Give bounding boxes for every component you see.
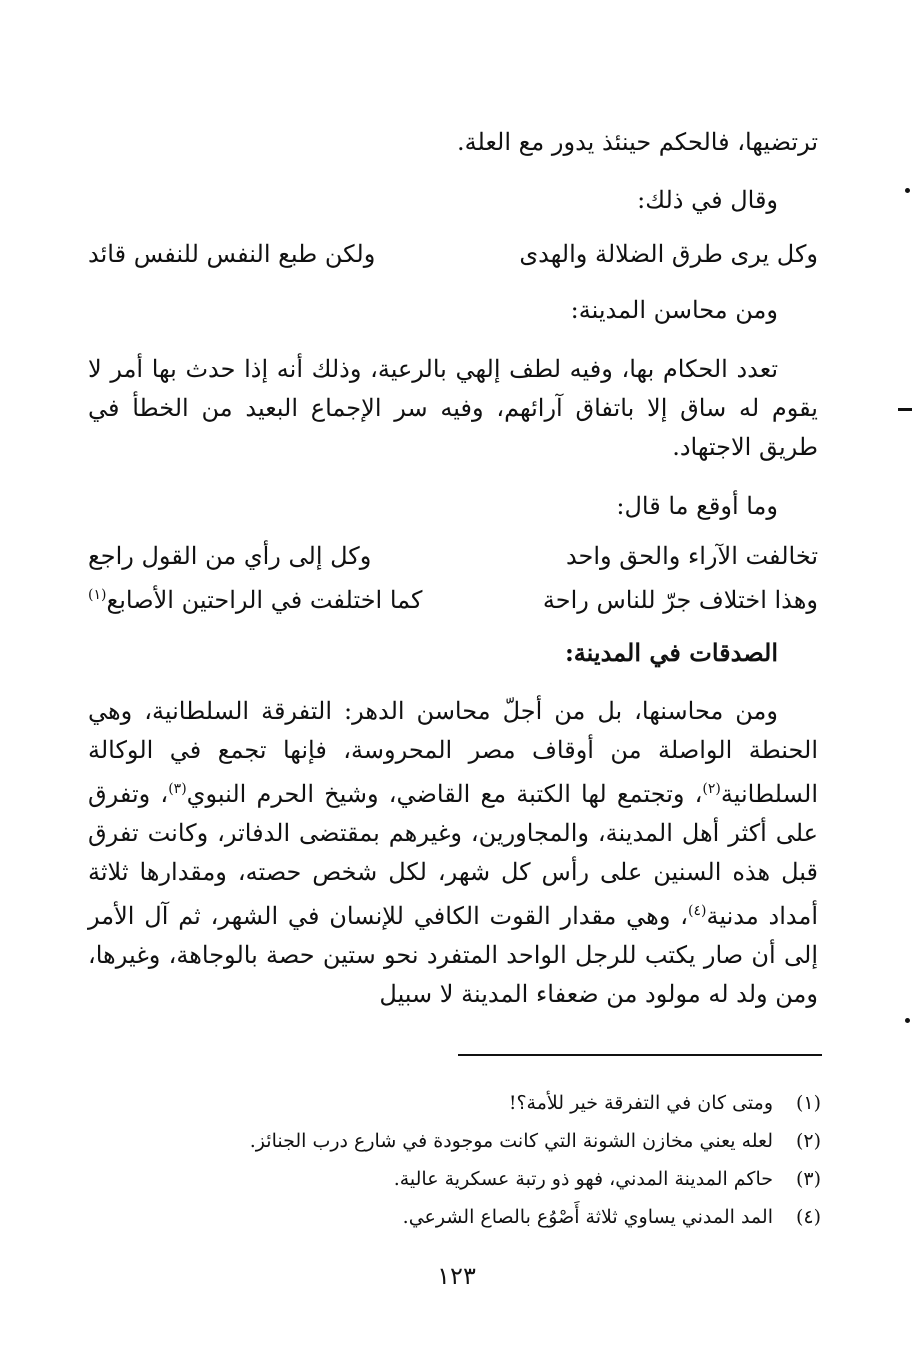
text-line-1: ترتضيها، فالحكم حينئذ يدور مع العلة. <box>457 128 818 156</box>
footnote-2-text: لعله يعني مخازن الشونة التي كانت موجودة في شارع درب الجنائز. <box>249 1130 773 1152</box>
verse-2-second-hemistich: وكل إلى رأي من القول راجع <box>88 542 372 570</box>
verse-1-first-hemistich: وكل يرى طرق الضلالة والهدى <box>519 240 818 268</box>
paragraph-2-part-a: ومن محاسنها، بل من أجلّ محاسن الدهر: التفرقة السلطانية، وهي الحنطة الواصلة من أوقاف مصر المحروسة، فإنها تجمع في الوكالة السلطانية <box>88 697 818 808</box>
verse-1-second-hemistich: ولكن طبع النفس للنفس قائد <box>88 240 376 268</box>
verse-3-second-hemistich <box>88 586 422 614</box>
scan-mark-dot-top <box>905 188 910 193</box>
footnote-ref-1: (١) <box>88 587 107 603</box>
footnote-4-text: المد المدني يساوي ثلاثة أَصْوُع بالصاع الشرعي. <box>402 1206 773 1228</box>
page-number: ١٢٣ <box>437 1262 476 1290</box>
footnote-2-number: (٢) <box>795 1130 821 1152</box>
footnote-4 <box>181 1206 821 1228</box>
footnote-separator <box>458 1054 822 1056</box>
verse-3 <box>88 586 818 622</box>
verse-2-first-hemistich: تخالفت الآراء والحق واحد <box>565 542 818 570</box>
footnote-3 <box>181 1168 821 1190</box>
footnote-1-number: (١) <box>795 1092 821 1114</box>
footnote-3-number: (٣) <box>795 1168 821 1190</box>
verse-3-second-text: كما اختلفت في الراحتين الأصابع <box>106 586 423 614</box>
footnote-2 <box>181 1130 821 1152</box>
footnote-1 <box>181 1092 821 1114</box>
section-heading: الصدقات في المدينة: <box>564 638 778 667</box>
scan-mark-dash <box>898 408 912 411</box>
footnote-ref-3: (٣) <box>168 781 187 797</box>
verse-1 <box>88 240 818 276</box>
scan-mark-dot-bottom <box>905 1018 910 1023</box>
footnote-4-number: (٤) <box>795 1206 821 1228</box>
footnote-ref-4: (٤) <box>687 903 707 919</box>
text-line-3: ومن محاسن المدينة: <box>570 296 778 324</box>
footnote-ref-2: (٢) <box>702 781 721 797</box>
verse-2 <box>88 542 818 578</box>
text-line-2: وقال في ذلك: <box>637 186 778 214</box>
paragraph-2-part-c: ، وتفرق على أكثر أهل المدينة، والمجاورين، وغيرهم بمقتضى الدفاتر، وكانت تفرق قبل هذه السنين على رأس كل شهر، لكل شخص حصته، ومقدارها ثلاثة أمداد مدنية <box>88 780 818 930</box>
verse-3-first-hemistich: وهذا اختلاف جرّ للناس راحة <box>542 586 818 614</box>
paragraph-2-part-d: ، وهي مقدار القوت الكافي للإنسان في الشهر، ثم آل الأمر إلى أن صار يكتب للرجل الواحد المتفرد نحو ستين حصة بالوجاهة، وغيرها، ومن ولد له مولود من ضعفاء المدينة لا سبيل <box>88 902 818 1008</box>
footnote-1-text: ومتى كان في التفرقة خير للأمة؟! <box>508 1092 773 1114</box>
paragraph-1: تعدد الحكام بها، وفيه لطف إلهي بالرعية، وذلك أنه إذا حدث بها أمر لا يقوم له ساق إلا باتفاق آرائهم، وفيه سر الإجماع البعيد من الخطأ في طريق الاجتهاد. <box>88 355 818 461</box>
text-line-4: وما أوقع ما قال: <box>616 492 778 520</box>
footnote-3-text: حاكم المدينة المدني، فهو ذو رتبة عسكرية عالية. <box>393 1168 773 1190</box>
paragraph-2-part-b: ، وتجتمع لها الكتبة مع القاضي، وشيخ الحرم النبوي <box>186 780 703 808</box>
paragraph-2 <box>88 692 818 1014</box>
